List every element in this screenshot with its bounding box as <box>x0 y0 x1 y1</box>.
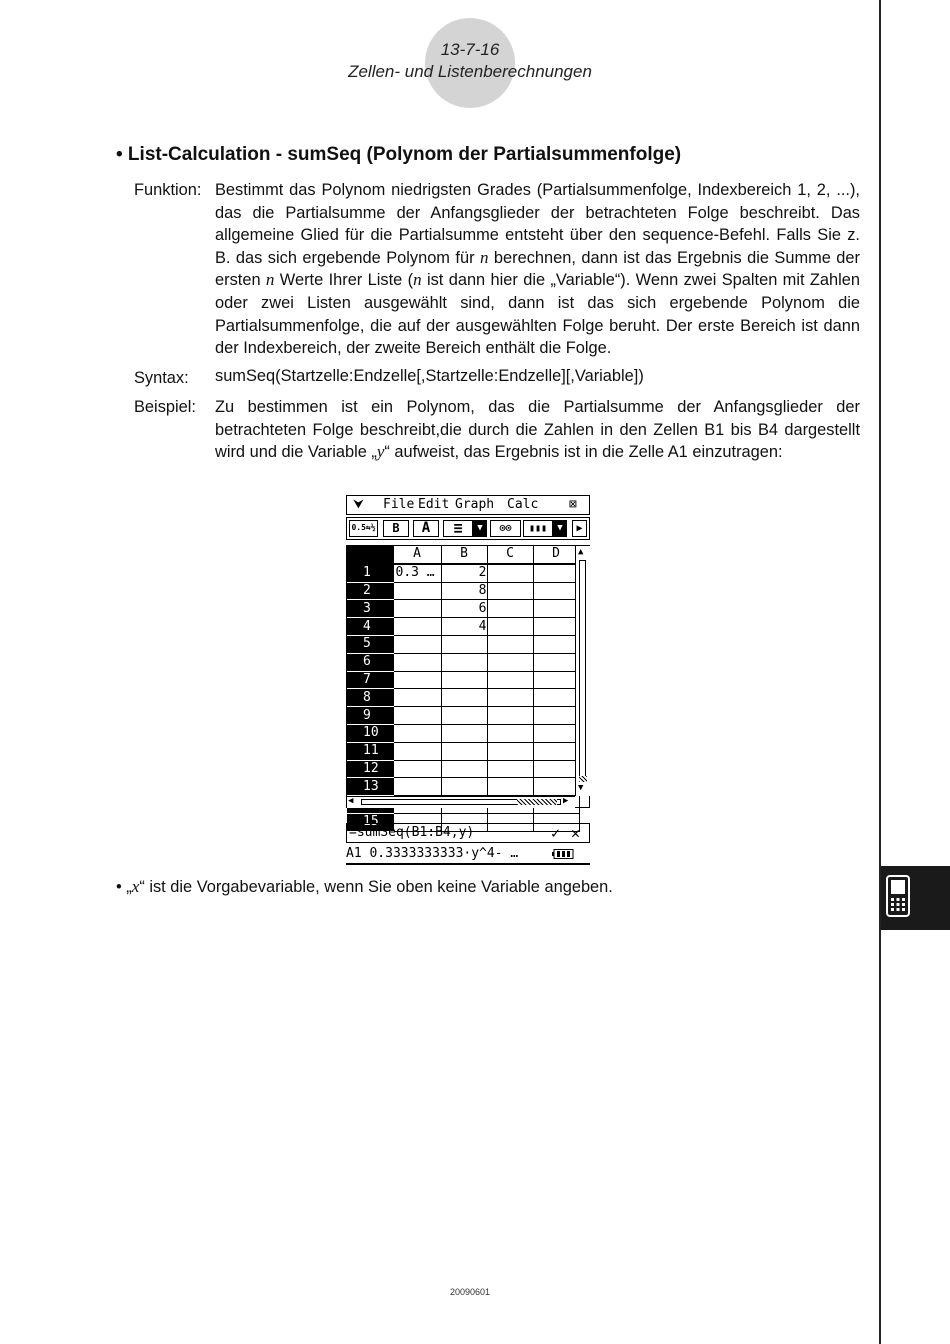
align-button[interactable]: ≡ <box>443 520 473 537</box>
cell-d3[interactable] <box>533 600 579 618</box>
row-header[interactable]: 8 <box>347 689 393 707</box>
syntax-text: sumSeq(Startzelle:Endzelle[,Startzelle:Endzelle][,Variable]) <box>215 367 644 385</box>
cell[interactable] <box>441 689 487 707</box>
cell-d2[interactable] <box>533 582 579 600</box>
cell[interactable] <box>533 653 579 671</box>
menu-arrow-icon[interactable]: ⮟ <box>353 497 365 512</box>
cell[interactable] <box>393 760 441 778</box>
function-label: Funktion: <box>134 181 202 199</box>
formula-input[interactable]: =sumSeq(B1:B4,y) <box>349 825 475 840</box>
table-row <box>347 618 579 636</box>
hscrollbar-thumb[interactable] <box>517 799 557 805</box>
page-number: 13-7-16 <box>440 40 500 59</box>
table-row <box>347 564 579 582</box>
row-header[interactable]: 10 <box>347 724 393 742</box>
cell[interactable] <box>393 778 441 796</box>
table-row <box>347 635 579 653</box>
cell[interactable] <box>441 778 487 796</box>
menu-file[interactable]: File <box>383 497 415 512</box>
cell-b1[interactable]: 2 <box>441 564 487 582</box>
cell[interactable] <box>533 724 579 742</box>
cell[interactable] <box>441 653 487 671</box>
table-row <box>347 671 579 689</box>
table-row <box>347 760 579 778</box>
scroll-down-icon[interactable]: ▼ <box>578 783 584 793</box>
cell-b2[interactable]: 8 <box>441 582 487 600</box>
cell[interactable] <box>487 707 533 725</box>
right-margin-rule <box>879 0 881 1344</box>
cell[interactable] <box>393 635 441 653</box>
text-format-button[interactable]: A <box>413 520 439 537</box>
cell[interactable] <box>487 635 533 653</box>
cell[interactable] <box>533 689 579 707</box>
calculator-screen <box>346 495 590 865</box>
cell[interactable] <box>533 778 579 796</box>
cell[interactable] <box>487 653 533 671</box>
example-label: Beispiel: <box>134 398 196 416</box>
cell[interactable] <box>487 671 533 689</box>
cell[interactable] <box>487 778 533 796</box>
row-header[interactable]: 3 <box>347 600 393 618</box>
cell-c1[interactable] <box>487 564 533 582</box>
cell[interactable] <box>533 707 579 725</box>
menu-edit[interactable]: Edit <box>418 497 450 512</box>
spreadsheet-grid <box>346 545 590 830</box>
graph-bars-icon[interactable]: ▮▮▮ <box>523 520 553 537</box>
menu-bar <box>346 495 590 515</box>
table-row <box>347 707 579 725</box>
menu-graph[interactable]: Graph <box>455 497 495 512</box>
cell[interactable] <box>393 742 441 760</box>
fraction-toggle-button[interactable]: 0.5⇆½ <box>349 520 378 537</box>
scroll-up-icon[interactable]: ▲ <box>578 547 584 557</box>
cell-c2[interactable] <box>487 582 533 600</box>
cell[interactable] <box>487 742 533 760</box>
row-header[interactable]: 9 <box>347 707 393 725</box>
cell[interactable] <box>441 671 487 689</box>
row-header[interactable]: 12 <box>347 760 393 778</box>
status-text: A1 0.3333333333·y^4- … <box>346 846 519 861</box>
cell[interactable] <box>393 653 441 671</box>
scrollbar-track[interactable] <box>579 560 586 780</box>
function-text: Bestimmt das Polynom niedrigsten Grades (Partialsummenfolge, Indexbereich 1, 2, ...), das die Partialsumme der Anfangsglieder der betrachteten Folge beschreibt. Das allgemeine Glied für die Partialsumme entsteht über den sequence-Befehl. Falls Sie z. B. das sich ergebende Polynom für n berechnen, dann ist das Ergebnis die Summe der ersten n Werte Ihrer Liste (n ist dann hier die „Variable“). Wenn zwei Spalten mit Zahlen oder zwei Listen ausgewählt sind, dann ist das sich ergebende Polynom die Partialsummenfolge, die auf der ausgewählten Folge beruht. Der erste Bereich ist dann der Indexbereich, der zweite Bereich enthält die Folge. <box>215 181 861 358</box>
confirm-check-icon[interactable]: ✓ <box>551 824 561 842</box>
cancel-x-icon[interactable]: ✕ <box>571 824 581 842</box>
column-header-d[interactable]: D <box>533 546 579 564</box>
example-text: Zu bestimmen ist ein Polynom, das die Partialsumme der Anfangsglieder der betrachteten Folge beschreibt,die durch die Zahlen in den Zellen B1 bis B4 dargestellt wird und die Variable „y“ aufweist, das Ergebnis ist in die Zelle A1 einzutragen: <box>215 398 860 462</box>
formula-entry-bar <box>346 823 590 843</box>
cell[interactable] <box>487 760 533 778</box>
cell-b3[interactable]: 6 <box>441 600 487 618</box>
table-row <box>347 689 579 707</box>
cell-c4[interactable] <box>487 618 533 636</box>
cell[interactable] <box>441 724 487 742</box>
cell[interactable] <box>533 760 579 778</box>
vertical-scrollbar[interactable] <box>575 546 590 796</box>
close-icon[interactable]: ⊠ <box>569 497 577 512</box>
bold-button[interactable]: B <box>383 520 409 537</box>
column-header-b[interactable]: B <box>441 546 487 564</box>
status-bar <box>346 846 590 865</box>
cell[interactable] <box>441 707 487 725</box>
column-header-a[interactable]: A <box>393 546 441 564</box>
cell[interactable] <box>533 742 579 760</box>
cell[interactable] <box>393 689 441 707</box>
row-header[interactable]: 4 <box>347 618 393 636</box>
view-glasses-icon[interactable]: ⊙⊙ <box>490 520 521 537</box>
table-row <box>347 653 579 671</box>
column-header-row <box>347 546 579 564</box>
scrollbar-thumb[interactable] <box>579 776 587 782</box>
row-header[interactable]: 7 <box>347 671 393 689</box>
table-row <box>347 778 579 796</box>
cell[interactable] <box>487 724 533 742</box>
footer-code: 20090601 <box>449 1287 491 1297</box>
toolbar <box>346 517 590 540</box>
column-header-c[interactable]: C <box>487 546 533 564</box>
syntax-label: Syntax: <box>134 369 189 387</box>
row-header[interactable]: 2 <box>347 582 393 600</box>
cell[interactable] <box>393 724 441 742</box>
chapter-tab <box>881 866 950 930</box>
spreadsheet-table <box>347 546 580 832</box>
cell-b4[interactable]: 4 <box>441 618 487 636</box>
table-row <box>347 600 579 618</box>
cell-d1[interactable] <box>533 564 579 582</box>
corner-cell[interactable] <box>347 546 393 564</box>
horizontal-scrollbar[interactable] <box>347 796 575 808</box>
row-header[interactable]: 15 <box>347 813 393 831</box>
scroll-right-icon[interactable]: ▶ <box>563 796 569 806</box>
note-text: • „x“ ist die Vorgabevariable, wenn Sie oben keine Variable angeben. <box>116 877 613 896</box>
row-header[interactable]: 13 <box>347 778 393 796</box>
cell-a2[interactable] <box>393 582 441 600</box>
cell[interactable] <box>441 635 487 653</box>
scroll-left-icon[interactable]: ◀ <box>348 796 354 806</box>
cell-d4[interactable] <box>533 618 579 636</box>
calculator-icon <box>881 866 950 930</box>
row-header[interactable]: 1 <box>347 564 393 582</box>
cell[interactable] <box>393 671 441 689</box>
battery-icon <box>552 849 574 859</box>
cell[interactable] <box>393 707 441 725</box>
menu-calc[interactable]: Calc <box>507 497 539 512</box>
table-row <box>347 742 579 760</box>
cell[interactable] <box>533 635 579 653</box>
table-row <box>347 724 579 742</box>
cell-a4[interactable] <box>393 618 441 636</box>
toolbar-next-icon[interactable]: ▶ <box>572 520 587 537</box>
cell[interactable] <box>441 742 487 760</box>
row-header[interactable]: 11 <box>347 742 393 760</box>
graph-dropdown-icon[interactable]: ▼ <box>553 520 567 537</box>
table-row <box>347 582 579 600</box>
align-dropdown-icon[interactable]: ▼ <box>473 520 487 537</box>
section-title: • List-Calculation - sumSeq (Polynom der Partialsummenfolge) <box>116 144 682 165</box>
cell[interactable] <box>441 760 487 778</box>
cell[interactable] <box>487 689 533 707</box>
row-header[interactable]: 5 <box>347 635 393 653</box>
cell-a1[interactable]: 0.3 … <box>393 564 441 582</box>
cell-c3[interactable] <box>487 600 533 618</box>
cell-a3[interactable] <box>393 600 441 618</box>
cell[interactable] <box>533 671 579 689</box>
chapter-title: Zellen- und Listenberechnungen <box>348 62 592 81</box>
row-header[interactable]: 6 <box>347 653 393 671</box>
